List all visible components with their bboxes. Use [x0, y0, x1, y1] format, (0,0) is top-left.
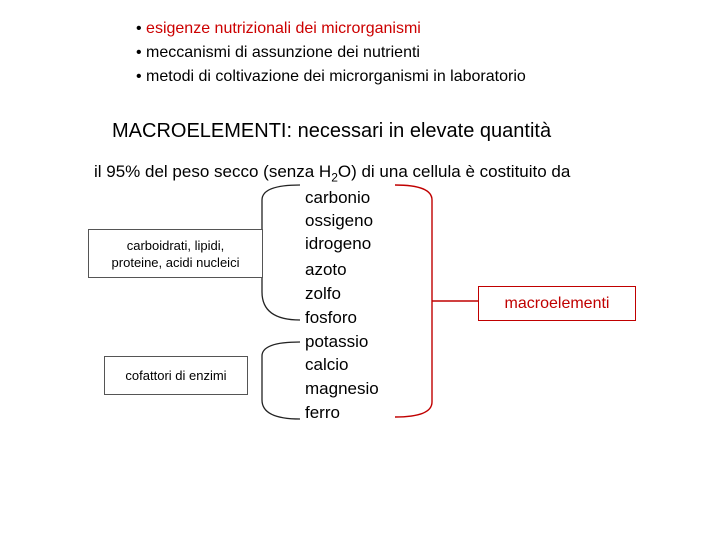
element-zolfo: zolfo [305, 284, 341, 303]
cofactors-bracket [262, 342, 300, 419]
intro-text-before: il 95% del peso secco (senza H [94, 162, 332, 181]
elements-red-bracket [395, 185, 432, 417]
cofactors-box [104, 356, 248, 395]
element-ferro: ferro [305, 403, 340, 422]
macromolecules-bracket [262, 185, 300, 320]
element-magnesio: magnesio [305, 379, 379, 398]
element-idrogeno: idrogeno [305, 234, 372, 253]
macromolecules-line-2: proteine, acidi nucleici [111, 254, 240, 270]
bullet-text: meccanismi di assunzione dei nutrienti [146, 44, 420, 61]
intro-text-after: O) di una cellula è costituito da [337, 162, 571, 181]
macroelements-label: macroelementi [504, 294, 610, 312]
element-calcio: calcio [305, 355, 349, 374]
element-ossigeno: ossigeno [305, 211, 374, 230]
element-potassio: potassio [305, 332, 369, 351]
bullet-text: metodi di coltivazione dei microrganismi in laboratorio [146, 68, 526, 85]
macroelements-box [478, 286, 636, 321]
bullet-marker: • [136, 44, 147, 61]
section-heading: MACROELEMENTI: necessari in elevate quantità [112, 120, 552, 142]
bullet-text: esigenze nutrizionali dei microrganismi [146, 20, 421, 37]
bullet-marker: • [136, 20, 147, 37]
bullet-marker: • [136, 68, 147, 85]
element-fosforo: fosforo [305, 308, 357, 327]
water-subscript: 2 [331, 170, 338, 185]
macromolecules-line-1: carboidrati, lipidi, [126, 237, 225, 253]
cofactors-label: cofattori di enzimi [125, 368, 227, 383]
macromolecules-box [88, 229, 263, 278]
element-carbonio: carbonio [305, 188, 371, 207]
element-azoto: azoto [305, 260, 347, 279]
